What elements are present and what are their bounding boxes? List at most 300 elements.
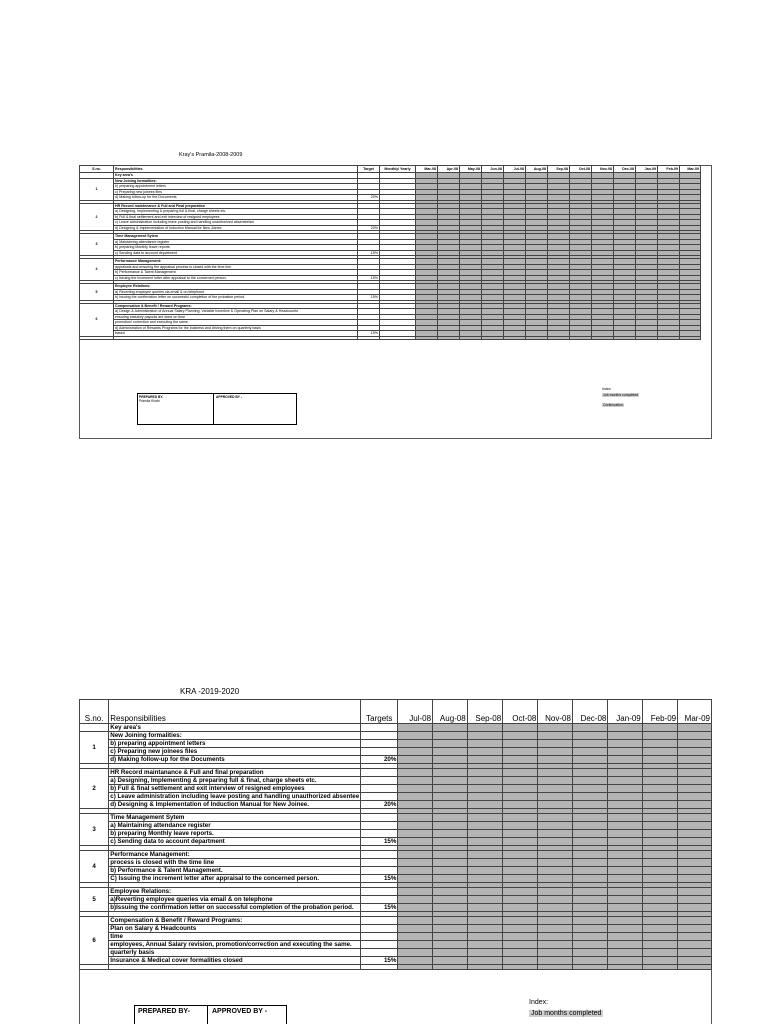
responsibility-cell: c) Sending data to account department: [114, 250, 358, 256]
index-label: Index:: [529, 999, 549, 1006]
month-cell: [398, 830, 433, 838]
month-cell: [572, 888, 607, 896]
target-cell: [361, 822, 398, 830]
sno-cell: 5: [80, 888, 109, 912]
month-cell: [608, 740, 642, 748]
month-cell: [572, 777, 607, 785]
month-cell: [678, 801, 712, 809]
month-cell: [572, 933, 607, 941]
month-cell: [678, 793, 712, 801]
month-cell: [608, 965, 642, 970]
month-cell: [678, 949, 712, 957]
month-cell: [538, 904, 573, 912]
header-sno: S.no.: [80, 700, 109, 724]
month-cell: [572, 724, 607, 732]
month-cell: [678, 933, 712, 941]
month-cell: [572, 748, 607, 756]
month-cell: [503, 732, 538, 740]
month-cell: [608, 941, 642, 949]
month-cell: [398, 859, 433, 867]
target-cell: [361, 740, 398, 748]
month-cell: [572, 859, 607, 867]
month-cell: [608, 777, 642, 785]
month-cell: [642, 896, 677, 904]
month-cell: [398, 838, 433, 846]
responsibility-cell: C) Issuing the increment letter after appraisal to the concerned person.: [109, 875, 361, 883]
month-cell: [608, 822, 642, 830]
month-cell: [572, 949, 607, 957]
month-cell: [398, 949, 433, 957]
header-sno: S.no.: [80, 166, 114, 173]
month-cell: [433, 724, 468, 732]
month-cell: [504, 336, 526, 339]
target-cell: [361, 748, 398, 756]
responsibility-cell: c) Preparing new joinees files: [109, 748, 361, 756]
table-row: [80, 867, 712, 875]
sno-cell: 2: [80, 203, 114, 231]
month-cell: [608, 801, 642, 809]
responsibility-cell: d) Designing & Implementation of Induction Manual for New Joinee.: [114, 225, 358, 231]
month-cell: [433, 888, 468, 896]
table-row: [80, 748, 712, 756]
month-cell: [572, 917, 607, 925]
key-areas-label: Key area's: [114, 173, 358, 179]
month-cell: [538, 941, 573, 949]
target-cell: [361, 769, 398, 777]
month-cell: [678, 822, 712, 830]
month-cell: [608, 867, 642, 875]
month-cell: [503, 957, 538, 965]
table-row: [80, 740, 712, 748]
month-cell: [538, 756, 573, 764]
month-cell: [467, 933, 502, 941]
header-month: Jul-08: [504, 166, 526, 173]
target-cell: [361, 830, 398, 838]
month-cell: [538, 838, 573, 846]
index-job-months: Job months completed: [603, 393, 639, 397]
month-cell: [467, 925, 502, 933]
header-month: Jan-09: [636, 166, 658, 173]
header-month: Jan-09: [608, 700, 642, 724]
target-cell: [361, 777, 398, 785]
spacer-cell: [80, 336, 114, 339]
sno-cell: 1: [80, 732, 109, 764]
header-responsibilities: Responsibilities: [109, 700, 361, 724]
month-cell: [416, 336, 438, 339]
month-cell: [642, 801, 677, 809]
month-cell: [572, 822, 607, 830]
month-cell: [467, 822, 502, 830]
responsibility-cell: b)Issuing the confirmation letter on successful completion of the probation period.: [109, 904, 361, 912]
month-cell: [467, 888, 502, 896]
month-cell: [526, 336, 548, 339]
month-cell: [642, 732, 677, 740]
header-responsibilities: Responsibilities: [114, 166, 358, 173]
month-cell: [538, 875, 573, 883]
month-cell: [467, 896, 502, 904]
month-cell: [503, 917, 538, 925]
month-cell: [467, 941, 502, 949]
spacer-cell: [109, 965, 361, 970]
month-cell: [433, 851, 468, 859]
month-cell: [398, 793, 433, 801]
month-cell: [642, 724, 677, 732]
month-cell: [433, 822, 468, 830]
month-cell: [398, 941, 433, 949]
table-row: [80, 830, 712, 838]
month-cell: [538, 949, 573, 957]
month-cell: [482, 336, 504, 339]
table-row: [80, 793, 712, 801]
target-cell: 20%: [358, 225, 380, 231]
monthly-cell: [380, 336, 416, 339]
kra-table: [79, 165, 701, 340]
target-cell: [361, 941, 398, 949]
responsibility-cell: Compensation & Benefit / Reward Programs:: [109, 917, 361, 925]
month-cell: [538, 859, 573, 867]
month-cell: [642, 867, 677, 875]
month-cell: [678, 732, 712, 740]
month-cell: [398, 724, 433, 732]
target-cell: [361, 949, 398, 957]
month-cell: [538, 777, 573, 785]
month-cell: [678, 917, 712, 925]
month-cell: [642, 925, 677, 933]
month-cell: [433, 904, 468, 912]
month-cell: [678, 769, 712, 777]
month-cell: [398, 814, 433, 822]
month-cell: [467, 949, 502, 957]
month-cell: [678, 941, 712, 949]
responsibility-cell: HR Record maintenance & Full and Final preparation: [114, 203, 358, 209]
header-month: Nov-08: [538, 700, 573, 724]
month-cell: [642, 875, 677, 883]
month-cell: [608, 859, 642, 867]
month-cell: [398, 748, 433, 756]
target-cell: [361, 851, 398, 859]
month-cell: [678, 748, 712, 756]
prepared-by-label: PREPARED BY-: [139, 395, 164, 399]
header-monthly-yearly: Monthly/ Yearly: [380, 166, 416, 173]
month-cell: [538, 740, 573, 748]
responsibility-cell: promotion/ correction and executing the same.: [114, 320, 358, 326]
header-month: Sep-08: [467, 700, 502, 724]
sno-cell: 3: [80, 234, 114, 256]
month-cell: [572, 957, 607, 965]
month-cell: [642, 949, 677, 957]
target-cell: 15%: [358, 275, 380, 281]
month-cell: [433, 777, 468, 785]
month-cell: [608, 830, 642, 838]
month-cell: [503, 933, 538, 941]
key-areas-label: Key area's: [109, 724, 361, 732]
index-legend: [602, 387, 639, 409]
spacer-cell: [114, 336, 358, 339]
responsibility-cell: Employee Relations:: [109, 888, 361, 896]
month-cell: [398, 875, 433, 883]
month-cell: [572, 867, 607, 875]
table-row: [80, 875, 712, 883]
month-cell: [467, 904, 502, 912]
month-cell: [538, 896, 573, 904]
month-cell: [538, 851, 573, 859]
month-cell: [642, 793, 677, 801]
responsibility-cell: c) Leave administration including leave posting and handling unauthorized absenteeism: [114, 220, 358, 226]
month-cell: [433, 949, 468, 957]
month-cell: [467, 875, 502, 883]
month-cell: [538, 732, 573, 740]
month-cell: [398, 917, 433, 925]
table-row: [80, 801, 712, 809]
responsibility-cell: Time Management Sytem: [109, 814, 361, 822]
month-cell: [572, 830, 607, 838]
month-cell: [678, 957, 712, 965]
month-cell: [433, 925, 468, 933]
month-cell: [538, 957, 573, 965]
month-cell: [608, 875, 642, 883]
month-cell: [433, 957, 468, 965]
month-cell: [642, 769, 677, 777]
month-cell: [608, 957, 642, 965]
month-cell: [678, 859, 712, 867]
header-month: Mar-08: [416, 166, 438, 173]
table-row: [80, 732, 712, 740]
header-month: Apr-08: [438, 166, 460, 173]
month-cell: [433, 748, 468, 756]
responsibility-cell: Insurance & Medical cover formalities closed: [109, 957, 361, 965]
responsibility-cell: Performance Management:: [109, 851, 361, 859]
target-cell: [361, 785, 398, 793]
month-cell: [538, 793, 573, 801]
target-cell: [361, 814, 398, 822]
target-cell: [361, 896, 398, 904]
header-month: Feb-09: [642, 700, 677, 724]
table-row: [80, 917, 712, 925]
month-cell: [398, 851, 433, 859]
month-cell: [398, 888, 433, 896]
responsibility-cell: a)Reverting employee queries via email & on telephone: [109, 896, 361, 904]
month-cell: [608, 769, 642, 777]
month-cell: [608, 888, 642, 896]
table-row: [80, 756, 712, 764]
month-cell: [503, 830, 538, 838]
month-cell: [503, 896, 538, 904]
month-cell: [538, 785, 573, 793]
responsibility-cell: b) Issuing the confirmation letter on successful completion of the probation period.: [114, 295, 358, 301]
target-cell: [361, 933, 398, 941]
month-cell: [678, 740, 712, 748]
sno-cell: 6: [80, 917, 109, 965]
month-cell: [678, 925, 712, 933]
month-cell: [467, 814, 502, 822]
month-cell: [467, 838, 502, 846]
month-cell: [642, 814, 677, 822]
responsibility-cell: c) Sending data to account department: [109, 838, 361, 846]
responsibility-cell: a) Designing, Implementing & preparing full & final, charge sheets etc.: [109, 777, 361, 785]
month-cell: [572, 904, 607, 912]
responsibility-cell: b) Performance & Talent Management: [114, 270, 358, 276]
month-cell: [572, 769, 607, 777]
target-cell: [361, 793, 398, 801]
month-cell: [678, 904, 712, 912]
month-cell: [538, 925, 573, 933]
sheet-title: KRA -2019-2020: [180, 687, 240, 696]
month-cell: [608, 732, 642, 740]
month-cell: [572, 756, 607, 764]
month-cell: [678, 965, 712, 970]
month-cell: [658, 336, 680, 339]
month-cell: [433, 814, 468, 822]
month-cell: [572, 793, 607, 801]
responsibility-cell: b) Full & final settlement and exit interview of resigned employees: [114, 214, 358, 220]
month-cell: [608, 949, 642, 957]
spacer-cell: [358, 336, 380, 339]
responsibility-cell: d) Designing & Implementation of Induction Manual for New Joinee.: [109, 801, 361, 809]
month-cell: [503, 785, 538, 793]
month-cell: [678, 814, 712, 822]
spacer-cell: [361, 965, 398, 970]
month-cell: [642, 740, 677, 748]
signature-box: [137, 393, 297, 425]
spacer-row: [80, 965, 712, 970]
target-cell: [361, 917, 398, 925]
responsibility-cell: c) Leave administration including leave posting and handling unauthorized absentee: [110, 793, 360, 800]
key-areas-row: [80, 724, 712, 732]
sno-cell: 4: [80, 851, 109, 883]
target-cell: [361, 888, 398, 896]
month-cell: [398, 957, 433, 965]
index-label: Index:: [602, 387, 612, 391]
month-cell: [548, 336, 570, 339]
table-row: [80, 904, 712, 912]
header-row: [80, 700, 712, 724]
month-cell: [467, 957, 502, 965]
month-cell: [680, 336, 701, 339]
month-cell: [467, 724, 502, 732]
month-cell: [678, 785, 712, 793]
kra-sheet-2008: [79, 152, 712, 439]
month-cell: [572, 814, 607, 822]
month-cell: [642, 851, 677, 859]
month-cell: [433, 933, 468, 941]
month-cell: [538, 822, 573, 830]
month-cell: [467, 801, 502, 809]
header-month: Mar-09: [678, 700, 712, 724]
header-month: Dec-08: [614, 166, 636, 173]
responsibility-cell: process is closed with the time line: [109, 859, 361, 867]
month-cell: [608, 724, 642, 732]
month-cell: [467, 756, 502, 764]
month-cell: [398, 925, 433, 933]
month-cell: [398, 740, 433, 748]
sno-cell: [80, 724, 109, 732]
target-cell: [361, 724, 398, 732]
month-cell: [433, 785, 468, 793]
index-legend: [529, 999, 603, 1021]
header-month: Oct-08: [570, 166, 592, 173]
header-month: Nov-08: [592, 166, 614, 173]
kra-table: [79, 699, 712, 970]
month-cell: [433, 793, 468, 801]
month-cell: [572, 740, 607, 748]
month-cell: [433, 917, 468, 925]
target-cell: 15%: [358, 250, 380, 256]
month-cell: [572, 875, 607, 883]
responsibility-cell: Performance Management:: [114, 259, 358, 265]
month-cell: [433, 867, 468, 875]
month-cell: [467, 851, 502, 859]
month-cell: [538, 724, 573, 732]
month-cell: [642, 917, 677, 925]
table-row: [80, 851, 712, 859]
table-row: [80, 949, 712, 957]
header-month: Jul-08: [398, 700, 433, 724]
kra-sheet-2019: [79, 687, 712, 1024]
month-cell: [678, 724, 712, 732]
responsibility-cell: a) Maintaining attendance register: [114, 239, 358, 245]
month-cell: [538, 801, 573, 809]
responsibility-cell: a) Reverting employee queries via email & on telephone: [114, 289, 358, 295]
target-cell: 15%: [361, 957, 398, 965]
month-cell: [433, 941, 468, 949]
month-cell: [642, 785, 677, 793]
target-cell: 15%: [358, 331, 380, 337]
month-cell: [678, 777, 712, 785]
month-cell: [467, 867, 502, 875]
month-cell: [538, 867, 573, 875]
header-month: Sep-08: [548, 166, 570, 173]
target-cell: 20%: [361, 756, 398, 764]
month-cell: [608, 838, 642, 846]
target-cell: 15%: [361, 904, 398, 912]
sno-cell: 5: [80, 284, 114, 301]
month-cell: [433, 769, 468, 777]
month-cell: [642, 859, 677, 867]
responsibility-cell: quarterly basis: [109, 949, 361, 957]
month-cell: [678, 838, 712, 846]
month-cell: [467, 748, 502, 756]
month-cell: [433, 838, 468, 846]
month-cell: [503, 777, 538, 785]
month-cell: [503, 724, 538, 732]
responsibility-cell: HR Record maintanance & Full and final preparation: [109, 769, 361, 777]
month-cell: [538, 888, 573, 896]
target-cell: 15%: [358, 295, 380, 301]
approved-by-label: APPROVED BY -: [212, 1008, 268, 1015]
target-cell: [361, 859, 398, 867]
month-cell: [608, 756, 642, 764]
month-cell: [642, 822, 677, 830]
sno-cell: 2: [80, 769, 109, 809]
responsibility-cell: Time Management Sytem: [114, 234, 358, 240]
month-cell: [538, 933, 573, 941]
responsibility-cell: b) Full & final settlement and exit interview of resigned employees: [109, 785, 361, 793]
month-cell: [538, 917, 573, 925]
month-cell: [398, 769, 433, 777]
month-cell: [642, 941, 677, 949]
month-cell: [642, 888, 677, 896]
sno-cell: 6: [80, 303, 114, 336]
index-job-months: Job months completed: [531, 1010, 602, 1017]
target-cell: [361, 867, 398, 875]
month-cell: [572, 838, 607, 846]
responsibility-cell: d) Making follow-up for the Documents: [109, 756, 361, 764]
month-cell: [608, 748, 642, 756]
month-cell: [433, 756, 468, 764]
month-cell: [608, 785, 642, 793]
month-cell: [433, 740, 468, 748]
index-continuation: Continuation: [603, 403, 623, 407]
